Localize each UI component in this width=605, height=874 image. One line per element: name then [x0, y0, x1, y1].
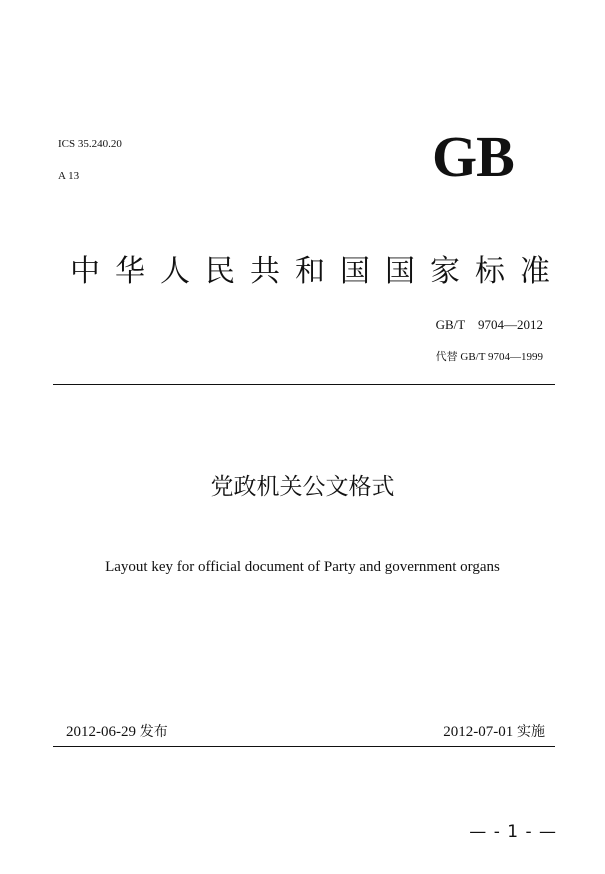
title-char: 中 — [70, 254, 100, 289]
national-standard-title — [70, 252, 550, 292]
title-char: 共 — [250, 254, 280, 289]
implementation-date — [443, 721, 545, 741]
title-char: 国 — [385, 254, 415, 289]
issue-date-value: 2012-06-29 — [66, 724, 136, 740]
top-divider — [53, 384, 555, 385]
page-number: — - 1 - — — [469, 822, 557, 842]
document-title-en: Layout key for official document of Party and government organs — [105, 559, 500, 575]
issue-date-label: 发布 — [139, 724, 168, 740]
ccs-code: A 13 — [58, 170, 80, 182]
title-char: 标 — [475, 254, 505, 289]
title-char: 家 — [430, 254, 460, 289]
implementation-date-value: 2012-07-01 — [443, 724, 514, 740]
title-char: 人 — [160, 254, 190, 289]
document-title-cn: 党政机关公文格式 — [210, 474, 395, 500]
implementation-date-label: 实施 — [517, 724, 545, 740]
title-char: 准 — [520, 254, 550, 289]
standard-number: GB/T 9704—2012 — [435, 317, 543, 332]
title-char: 国 — [340, 254, 370, 289]
replaces-standard: 代替 GB/T 9704—1999 — [435, 351, 543, 363]
title-char: 华 — [115, 254, 145, 289]
issue-date — [66, 721, 168, 741]
gb-logo: GB — [432, 124, 514, 189]
bottom-divider — [53, 746, 555, 747]
title-char: 和 — [295, 254, 325, 289]
ics-code: ICS 35.240.20 — [58, 138, 122, 150]
title-char: 民 — [205, 254, 235, 289]
